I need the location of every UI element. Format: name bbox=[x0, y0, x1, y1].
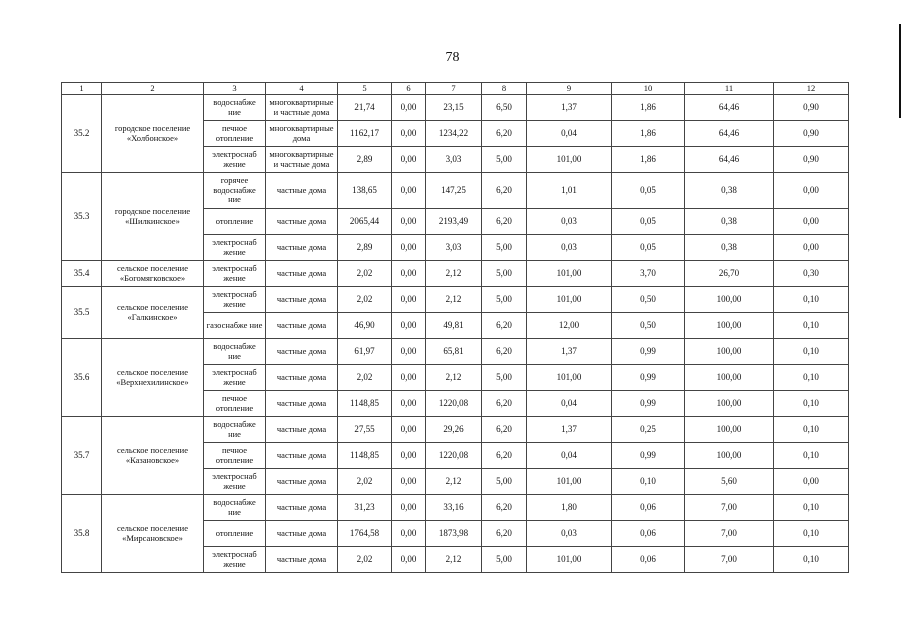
value-cell-c8: 6,20 bbox=[482, 417, 527, 443]
value-cell-c5: 2065,44 bbox=[338, 209, 392, 235]
value-cell-c12: 0,10 bbox=[774, 521, 849, 547]
value-cell-c10: 0,06 bbox=[612, 495, 685, 521]
item-number: 35.6 bbox=[62, 339, 102, 417]
table-row bbox=[62, 95, 849, 121]
building-type: частные дома bbox=[266, 261, 338, 287]
value-cell-c8: 5,00 bbox=[482, 235, 527, 261]
value-cell-c7: 1234,22 bbox=[426, 121, 482, 147]
value-cell-c10: 0,05 bbox=[612, 235, 685, 261]
value-cell-c6: 0,00 bbox=[392, 173, 426, 209]
value-cell-c11: 0,38 bbox=[685, 235, 774, 261]
value-cell-c12: 0,00 bbox=[774, 469, 849, 495]
value-cell-c12: 0,10 bbox=[774, 391, 849, 417]
value-cell-c9: 101,00 bbox=[527, 469, 612, 495]
value-cell-c9: 0,04 bbox=[527, 121, 612, 147]
value-cell-c5: 2,02 bbox=[338, 547, 392, 573]
value-cell-c9: 101,00 bbox=[527, 365, 612, 391]
value-cell-c9: 1,37 bbox=[527, 417, 612, 443]
value-cell-c5: 31,23 bbox=[338, 495, 392, 521]
value-cell-c9: 0,04 bbox=[527, 443, 612, 469]
value-cell-c8: 6,20 bbox=[482, 173, 527, 209]
building-type: частные дома bbox=[266, 469, 338, 495]
value-cell-c6: 0,00 bbox=[392, 313, 426, 339]
value-cell-c9: 1,01 bbox=[527, 173, 612, 209]
value-cell-c5: 1162,17 bbox=[338, 121, 392, 147]
resource-type: электроснаб жение bbox=[204, 365, 266, 391]
value-cell-c12: 0,00 bbox=[774, 235, 849, 261]
building-type: частные дома bbox=[266, 443, 338, 469]
value-cell-c11: 64,46 bbox=[685, 121, 774, 147]
resource-type: горячее водоснабже ние bbox=[204, 173, 266, 209]
value-cell-c10: 0,10 bbox=[612, 469, 685, 495]
building-type: частные дома bbox=[266, 521, 338, 547]
value-cell-c6: 0,00 bbox=[392, 209, 426, 235]
header-cell: 1 bbox=[62, 83, 102, 95]
item-number: 35.3 bbox=[62, 173, 102, 261]
resource-type: водоснабже ние bbox=[204, 495, 266, 521]
value-cell-c5: 61,97 bbox=[338, 339, 392, 365]
value-cell-c9: 12,00 bbox=[527, 313, 612, 339]
value-cell-c12: 0,10 bbox=[774, 495, 849, 521]
value-cell-c10: 1,86 bbox=[612, 147, 685, 173]
resource-type: электроснаб жение bbox=[204, 287, 266, 313]
value-cell-c10: 0,99 bbox=[612, 391, 685, 417]
value-cell-c8: 6,20 bbox=[482, 209, 527, 235]
value-cell-c9: 0,03 bbox=[527, 521, 612, 547]
resource-type: электроснаб жение bbox=[204, 469, 266, 495]
value-cell-c5: 1148,85 bbox=[338, 443, 392, 469]
value-cell-c10: 1,86 bbox=[612, 95, 685, 121]
value-cell-c5: 21,74 bbox=[338, 95, 392, 121]
value-cell-c10: 0,50 bbox=[612, 313, 685, 339]
value-cell-c6: 0,00 bbox=[392, 443, 426, 469]
header-cell: 11 bbox=[685, 83, 774, 95]
value-cell-c6: 0,00 bbox=[392, 365, 426, 391]
value-cell-c10: 0,99 bbox=[612, 443, 685, 469]
table-row bbox=[62, 495, 849, 521]
value-cell-c11: 100,00 bbox=[685, 443, 774, 469]
value-cell-c7: 33,16 bbox=[426, 495, 482, 521]
building-type: многоквартирные дома bbox=[266, 121, 338, 147]
value-cell-c11: 64,46 bbox=[685, 147, 774, 173]
resource-type: электроснаб жение bbox=[204, 147, 266, 173]
value-cell-c12: 0,10 bbox=[774, 417, 849, 443]
value-cell-c12: 0,10 bbox=[774, 443, 849, 469]
header-cell: 9 bbox=[527, 83, 612, 95]
value-cell-c5: 1764,58 bbox=[338, 521, 392, 547]
value-cell-c11: 0,38 bbox=[685, 173, 774, 209]
value-cell-c6: 0,00 bbox=[392, 147, 426, 173]
header-cell: 8 bbox=[482, 83, 527, 95]
value-cell-c11: 5,60 bbox=[685, 469, 774, 495]
value-cell-c11: 26,70 bbox=[685, 261, 774, 287]
table-body bbox=[62, 83, 849, 573]
value-cell-c5: 1148,85 bbox=[338, 391, 392, 417]
value-cell-c6: 0,00 bbox=[392, 469, 426, 495]
value-cell-c12: 0,30 bbox=[774, 261, 849, 287]
building-type: многоквартирные и частные дома bbox=[266, 147, 338, 173]
value-cell-c10: 0,05 bbox=[612, 209, 685, 235]
table-row bbox=[62, 261, 849, 287]
value-cell-c8: 5,00 bbox=[482, 261, 527, 287]
value-cell-c5: 27,55 bbox=[338, 417, 392, 443]
building-type: частные дома bbox=[266, 495, 338, 521]
settlement-name: городское поселение «Холбонское» bbox=[102, 95, 204, 173]
value-cell-c8: 6,20 bbox=[482, 521, 527, 547]
value-cell-c8: 5,00 bbox=[482, 287, 527, 313]
header-cell: 6 bbox=[392, 83, 426, 95]
resource-type: электроснаб жение bbox=[204, 235, 266, 261]
resource-type: печное отопление bbox=[204, 121, 266, 147]
value-cell-c6: 0,00 bbox=[392, 339, 426, 365]
resource-type: отопление bbox=[204, 521, 266, 547]
value-cell-c6: 0,00 bbox=[392, 521, 426, 547]
value-cell-c8: 6,50 bbox=[482, 95, 527, 121]
value-cell-c12: 0,10 bbox=[774, 339, 849, 365]
value-cell-c9: 101,00 bbox=[527, 261, 612, 287]
item-number: 35.2 bbox=[62, 95, 102, 173]
header-cell: 3 bbox=[204, 83, 266, 95]
value-cell-c7: 1220,08 bbox=[426, 391, 482, 417]
margin-rule bbox=[899, 24, 901, 118]
value-cell-c7: 2,12 bbox=[426, 261, 482, 287]
value-cell-c9: 1,37 bbox=[527, 339, 612, 365]
value-cell-c6: 0,00 bbox=[392, 261, 426, 287]
value-cell-c11: 0,38 bbox=[685, 209, 774, 235]
value-cell-c6: 0,00 bbox=[392, 121, 426, 147]
value-cell-c11: 7,00 bbox=[685, 521, 774, 547]
header-cell: 12 bbox=[774, 83, 849, 95]
building-type: частные дома bbox=[266, 209, 338, 235]
value-cell-c11: 7,00 bbox=[685, 547, 774, 573]
settlement-name: сельское поселение «Мирсановское» bbox=[102, 495, 204, 573]
building-type: частные дома bbox=[266, 391, 338, 417]
tariff-table bbox=[61, 82, 849, 573]
settlement-name: сельское поселение «Галкинское» bbox=[102, 287, 204, 339]
settlement-name: сельское поселение «Казановское» bbox=[102, 417, 204, 495]
header-cell: 5 bbox=[338, 83, 392, 95]
value-cell-c9: 1,80 bbox=[527, 495, 612, 521]
value-cell-c8: 5,00 bbox=[482, 547, 527, 573]
item-number: 35.5 bbox=[62, 287, 102, 339]
value-cell-c6: 0,00 bbox=[392, 495, 426, 521]
value-cell-c6: 0,00 bbox=[392, 547, 426, 573]
value-cell-c8: 6,20 bbox=[482, 443, 527, 469]
value-cell-c5: 138,65 bbox=[338, 173, 392, 209]
building-type: многоквартирные и частные дома bbox=[266, 95, 338, 121]
settlement-name: сельское поселение «Верхнехилинское» bbox=[102, 339, 204, 417]
value-cell-c7: 3,03 bbox=[426, 235, 482, 261]
settlement-name: городское поселение «Шилкинское» bbox=[102, 173, 204, 261]
building-type: частные дома bbox=[266, 365, 338, 391]
value-cell-c7: 2,12 bbox=[426, 547, 482, 573]
value-cell-c11: 100,00 bbox=[685, 391, 774, 417]
value-cell-c5: 2,02 bbox=[338, 287, 392, 313]
item-number: 35.7 bbox=[62, 417, 102, 495]
value-cell-c6: 0,00 bbox=[392, 417, 426, 443]
value-cell-c10: 0,05 bbox=[612, 173, 685, 209]
value-cell-c5: 46,90 bbox=[338, 313, 392, 339]
value-cell-c7: 2,12 bbox=[426, 469, 482, 495]
value-cell-c12: 0,10 bbox=[774, 365, 849, 391]
resource-type: отопление bbox=[204, 209, 266, 235]
value-cell-c10: 0,99 bbox=[612, 339, 685, 365]
value-cell-c12: 0,00 bbox=[774, 173, 849, 209]
value-cell-c8: 6,20 bbox=[482, 495, 527, 521]
value-cell-c12: 0,90 bbox=[774, 121, 849, 147]
header-cell: 2 bbox=[102, 83, 204, 95]
value-cell-c12: 0,90 bbox=[774, 147, 849, 173]
building-type: частные дома bbox=[266, 547, 338, 573]
value-cell-c10: 0,99 bbox=[612, 365, 685, 391]
value-cell-c12: 0,90 bbox=[774, 95, 849, 121]
value-cell-c8: 5,00 bbox=[482, 147, 527, 173]
value-cell-c11: 100,00 bbox=[685, 365, 774, 391]
resource-type: электроснаб жение bbox=[204, 261, 266, 287]
value-cell-c7: 29,26 bbox=[426, 417, 482, 443]
value-cell-c5: 2,89 bbox=[338, 147, 392, 173]
table-row bbox=[62, 417, 849, 443]
building-type: частные дома bbox=[266, 173, 338, 209]
header-cell: 7 bbox=[426, 83, 482, 95]
table-row bbox=[62, 339, 849, 365]
header-row bbox=[62, 83, 849, 95]
value-cell-c7: 2,12 bbox=[426, 365, 482, 391]
item-number: 35.8 bbox=[62, 495, 102, 573]
value-cell-c7: 2,12 bbox=[426, 287, 482, 313]
table-row bbox=[62, 173, 849, 209]
value-cell-c11: 100,00 bbox=[685, 287, 774, 313]
value-cell-c8: 6,20 bbox=[482, 339, 527, 365]
resource-type: печное отопление bbox=[204, 443, 266, 469]
building-type: частные дома bbox=[266, 417, 338, 443]
header-cell: 10 bbox=[612, 83, 685, 95]
value-cell-c7: 3,03 bbox=[426, 147, 482, 173]
value-cell-c7: 23,15 bbox=[426, 95, 482, 121]
table-row bbox=[62, 287, 849, 313]
page-number: 78 bbox=[445, 50, 460, 65]
resource-type: водоснабже ние bbox=[204, 95, 266, 121]
value-cell-c6: 0,00 bbox=[392, 95, 426, 121]
value-cell-c11: 100,00 bbox=[685, 313, 774, 339]
value-cell-c7: 2193,49 bbox=[426, 209, 482, 235]
value-cell-c12: 0,10 bbox=[774, 287, 849, 313]
value-cell-c10: 3,70 bbox=[612, 261, 685, 287]
value-cell-c9: 101,00 bbox=[527, 287, 612, 313]
value-cell-c12: 0,10 bbox=[774, 547, 849, 573]
value-cell-c6: 0,00 bbox=[392, 235, 426, 261]
building-type: частные дома bbox=[266, 339, 338, 365]
value-cell-c5: 2,89 bbox=[338, 235, 392, 261]
value-cell-c9: 0,04 bbox=[527, 391, 612, 417]
building-type: частные дома bbox=[266, 235, 338, 261]
value-cell-c12: 0,10 bbox=[774, 313, 849, 339]
value-cell-c11: 64,46 bbox=[685, 95, 774, 121]
value-cell-c6: 0,00 bbox=[392, 287, 426, 313]
value-cell-c11: 100,00 bbox=[685, 339, 774, 365]
value-cell-c10: 0,50 bbox=[612, 287, 685, 313]
value-cell-c8: 5,00 bbox=[482, 469, 527, 495]
building-type: частные дома bbox=[266, 313, 338, 339]
value-cell-c11: 7,00 bbox=[685, 495, 774, 521]
building-type: частные дома bbox=[266, 287, 338, 313]
settlement-name: сельское поселение «Богомягковское» bbox=[102, 261, 204, 287]
value-cell-c5: 2,02 bbox=[338, 365, 392, 391]
value-cell-c9: 101,00 bbox=[527, 147, 612, 173]
item-number: 35.4 bbox=[62, 261, 102, 287]
value-cell-c11: 100,00 bbox=[685, 417, 774, 443]
value-cell-c10: 0,25 bbox=[612, 417, 685, 443]
value-cell-c7: 147,25 bbox=[426, 173, 482, 209]
header-cell: 4 bbox=[266, 83, 338, 95]
value-cell-c8: 6,20 bbox=[482, 391, 527, 417]
value-cell-c5: 2,02 bbox=[338, 469, 392, 495]
resource-type: газоснабже ние bbox=[204, 313, 266, 339]
value-cell-c8: 6,20 bbox=[482, 313, 527, 339]
value-cell-c5: 2,02 bbox=[338, 261, 392, 287]
resource-type: печное отопление bbox=[204, 391, 266, 417]
value-cell-c10: 1,86 bbox=[612, 121, 685, 147]
value-cell-c8: 5,00 bbox=[482, 365, 527, 391]
resource-type: электроснаб жение bbox=[204, 547, 266, 573]
value-cell-c9: 0,03 bbox=[527, 209, 612, 235]
value-cell-c12: 0,00 bbox=[774, 209, 849, 235]
resource-type: водоснабже ние bbox=[204, 339, 266, 365]
value-cell-c7: 1873,98 bbox=[426, 521, 482, 547]
value-cell-c7: 1220,08 bbox=[426, 443, 482, 469]
value-cell-c9: 101,00 bbox=[527, 547, 612, 573]
value-cell-c9: 1,37 bbox=[527, 95, 612, 121]
value-cell-c6: 0,00 bbox=[392, 391, 426, 417]
value-cell-c8: 6,20 bbox=[482, 121, 527, 147]
value-cell-c10: 0,06 bbox=[612, 547, 685, 573]
value-cell-c7: 49,81 bbox=[426, 313, 482, 339]
value-cell-c7: 65,81 bbox=[426, 339, 482, 365]
value-cell-c10: 0,06 bbox=[612, 521, 685, 547]
resource-type: водоснабже ние bbox=[204, 417, 266, 443]
value-cell-c9: 0,03 bbox=[527, 235, 612, 261]
